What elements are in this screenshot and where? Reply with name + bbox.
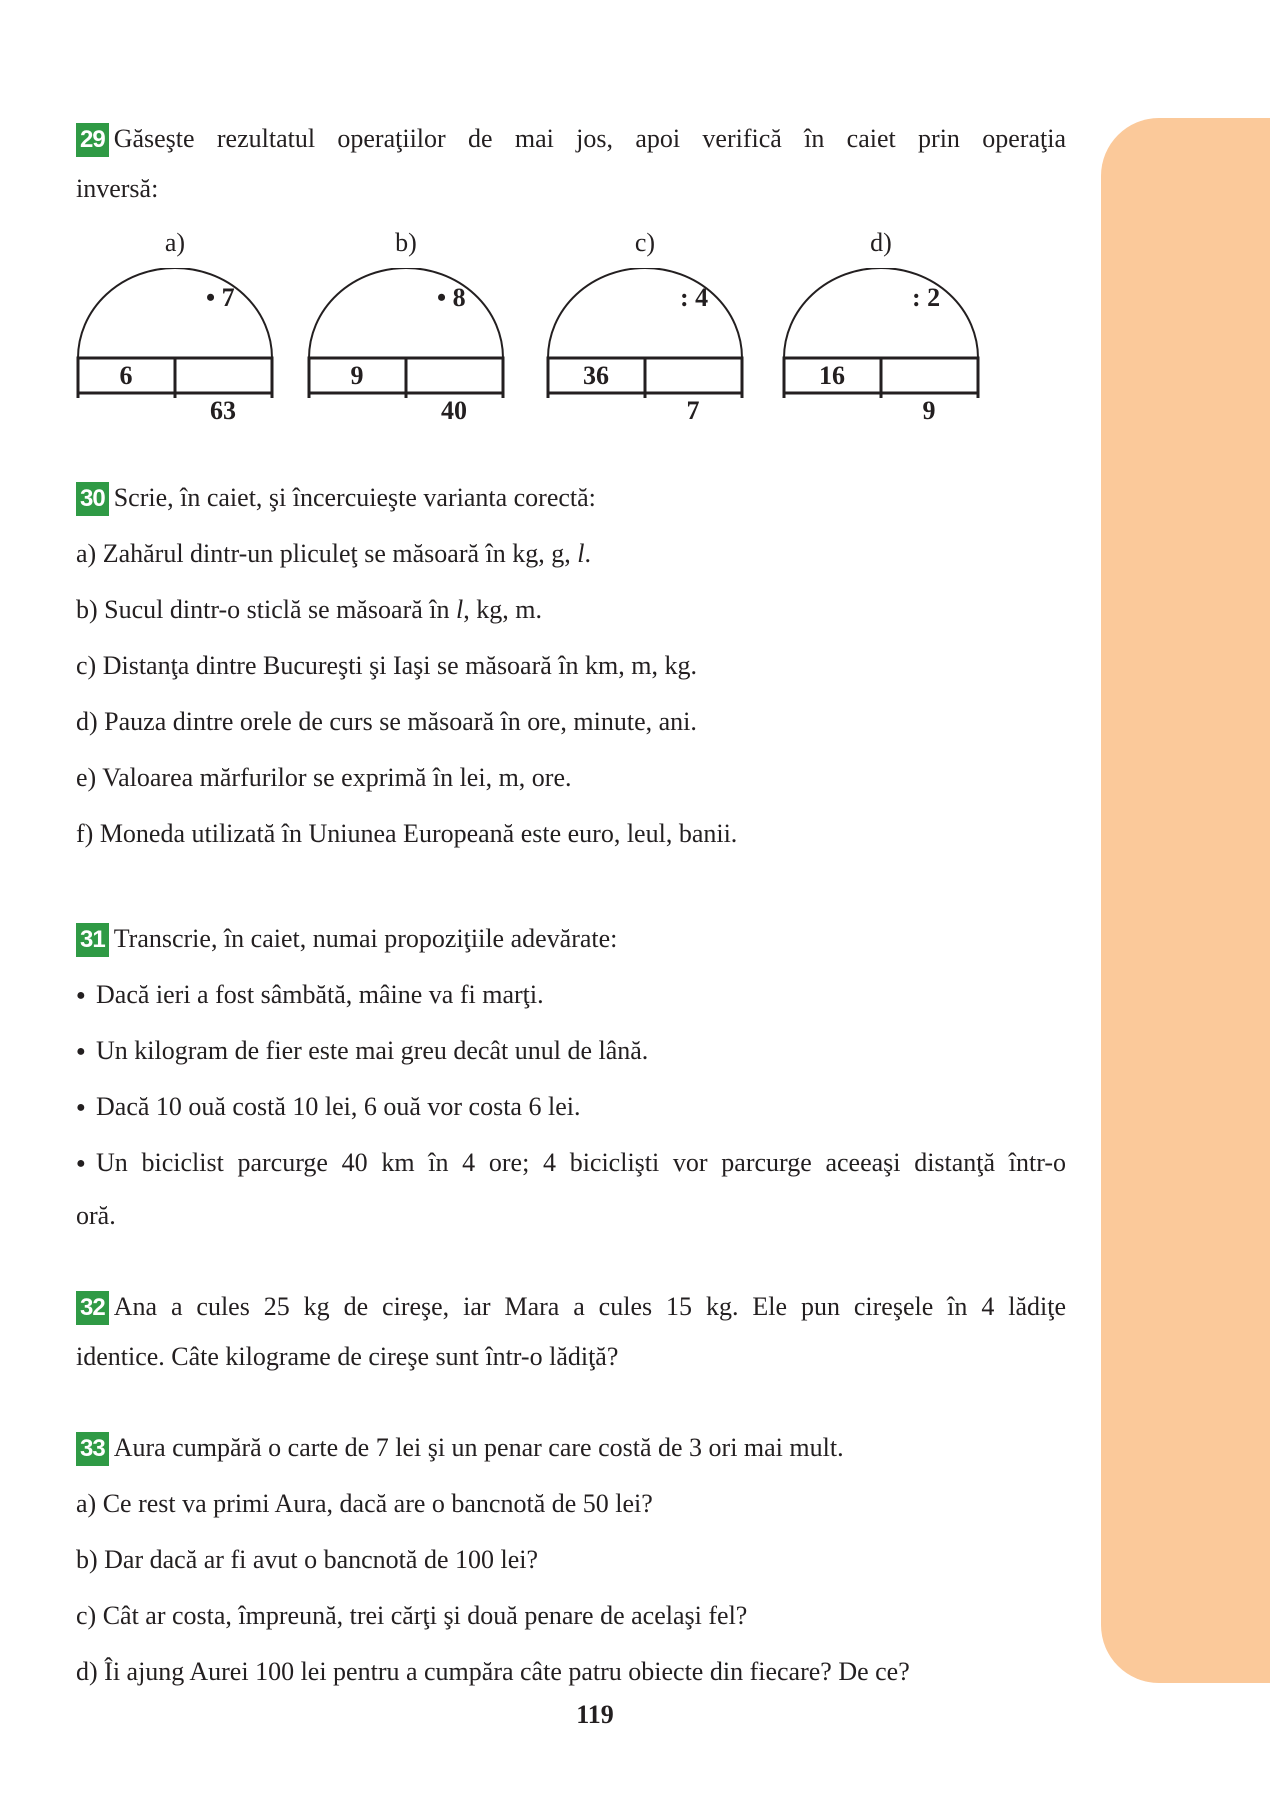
- exercise-33: [76, 1420, 1066, 1700]
- page-number: 119: [576, 1700, 614, 1729]
- bullet-icon: ●: [76, 1099, 86, 1116]
- list-item: a) Zahărul dintr-un pliculeţ se măsoară în kg, g, l.: [76, 539, 591, 568]
- cell-bottom-left: [78, 394, 174, 428]
- exercise-32-line-1: 32 Ana a cules 25 kg de cireşe, iar Mara a cules 15 kg. Ele pun cireşele în 4 lădiţe: [76, 1282, 1066, 1332]
- cell-top-left: 16: [819, 361, 845, 390]
- cell-top-left: 36: [583, 361, 609, 390]
- exercise-29: [76, 114, 1066, 214]
- list-item: e) Valoarea mărfurilor se exprimă în lei, m, ore.: [76, 763, 572, 792]
- cell-top-right: [881, 359, 977, 393]
- cell-top-right: [645, 359, 741, 393]
- list-item: b) Dar dacă ar fi avut o bancnotă de 100 lei?: [76, 1545, 539, 1574]
- operation-sign: : 2: [912, 283, 941, 312]
- exercise-number-badge: 29: [76, 123, 109, 157]
- operation-box-a: [76, 228, 274, 425]
- cell-bottom-left: [309, 394, 405, 428]
- list-item: c) Cât ar costa, împreună, trei cărţi şi două penare de acelaşi fel?: [76, 1601, 748, 1630]
- cell-bottom-right: 63: [210, 396, 236, 425]
- exercise-30: [76, 470, 1066, 862]
- list-item: ● Un biciclist parcurge 40 km în 4 ore; 4 biciclişti vor parcurge aceeaşi distanţă într-o: [76, 1135, 1066, 1191]
- cell-top-right: [175, 359, 271, 393]
- list-item: d) Îi ajung Aurei 100 lei pentru a cumpăra câte patru obiecte din fiecare? De ce?: [76, 1657, 910, 1686]
- exercise-32-line-2: identice. Câte kilograme de cireşe sunt într-o lădiţă?: [76, 1342, 619, 1371]
- list-item: ● Dacă ieri a fost sâmbătă, mâine va fi marţi.: [76, 967, 1066, 1023]
- bullet-icon: ●: [76, 1043, 86, 1060]
- exercise-31: [76, 911, 1066, 1241]
- exercise-number-badge: 31: [76, 923, 109, 957]
- operation-box-d: [782, 228, 980, 425]
- exercise-29-line-2: inversă:: [76, 174, 159, 203]
- operation-sign: : 4: [680, 283, 709, 312]
- exercise-32: [76, 1282, 1066, 1382]
- list-item: d) Pauza dintre orele de curs se măsoară în ore, minute, ani.: [76, 707, 697, 736]
- cell-bottom-right: 9: [922, 396, 936, 425]
- operation-box-label: b): [395, 228, 417, 257]
- operation-box-b: [307, 228, 505, 425]
- exercise-29-line-1: 29 Găseşte rezultatul operaţiilor de mai jos, apoi verifică în caiet prin operaţia: [76, 114, 1066, 164]
- exercise-33-intro: 33 Aura cumpără o carte de 7 lei şi un penar care costă de 3 ori mai mult.: [76, 1420, 1066, 1476]
- exercise-30-intro: 30 Scrie, în caiet, şi încercuieşte varianta corectă:: [76, 470, 1066, 526]
- operation-sign: • 8: [437, 283, 466, 312]
- cell-bottom-left: [548, 394, 644, 428]
- cell-top-left: 6: [119, 361, 133, 390]
- list-item: c) Distanţa dintre Bucureşti şi Iaşi se măsoară în km, m, kg.: [76, 651, 697, 680]
- list-item: ● Dacă 10 ouă costă 10 lei, 6 ouă vor costa 6 lei.: [76, 1079, 1066, 1135]
- operation-box-label: a): [164, 228, 186, 257]
- list-item: ● Un kilogram de fier este mai greu decât unul de lână.: [76, 1023, 1066, 1079]
- cell-bottom-right: 40: [441, 396, 467, 425]
- operation-box-label: d): [870, 228, 892, 257]
- exercise-number-badge: 32: [76, 1291, 109, 1325]
- exercise-31-intro: 31 Transcrie, în caiet, numai propoziţiile adevărate:: [76, 911, 1066, 967]
- cell-bottom-right: 7: [686, 396, 700, 425]
- list-item: a) Ce rest va primi Aura, dacă are o bancnotă de 50 lei?: [76, 1489, 653, 1518]
- side-tab: [1101, 118, 1270, 1683]
- bullet-icon: ●: [76, 1155, 86, 1172]
- operation-box-label: c): [634, 228, 656, 257]
- cell-top-right: [406, 359, 502, 393]
- operation-sign: • 7: [206, 283, 235, 312]
- list-item: f) Moneda utilizată în Uniunea Europeană este euro, leul, banii.: [76, 819, 738, 848]
- list-item-continuation: oră.: [76, 1201, 116, 1230]
- operation-box-c: [546, 228, 744, 425]
- exercise-number-badge: 33: [76, 1432, 109, 1466]
- cell-top-left: 9: [350, 361, 364, 390]
- cell-bottom-left: [784, 394, 880, 428]
- exercise-number-badge: 30: [76, 482, 109, 516]
- list-item: b) Sucul dintr-o sticlă se măsoară în l, kg, m.: [76, 595, 542, 624]
- bullet-icon: ●: [76, 987, 86, 1004]
